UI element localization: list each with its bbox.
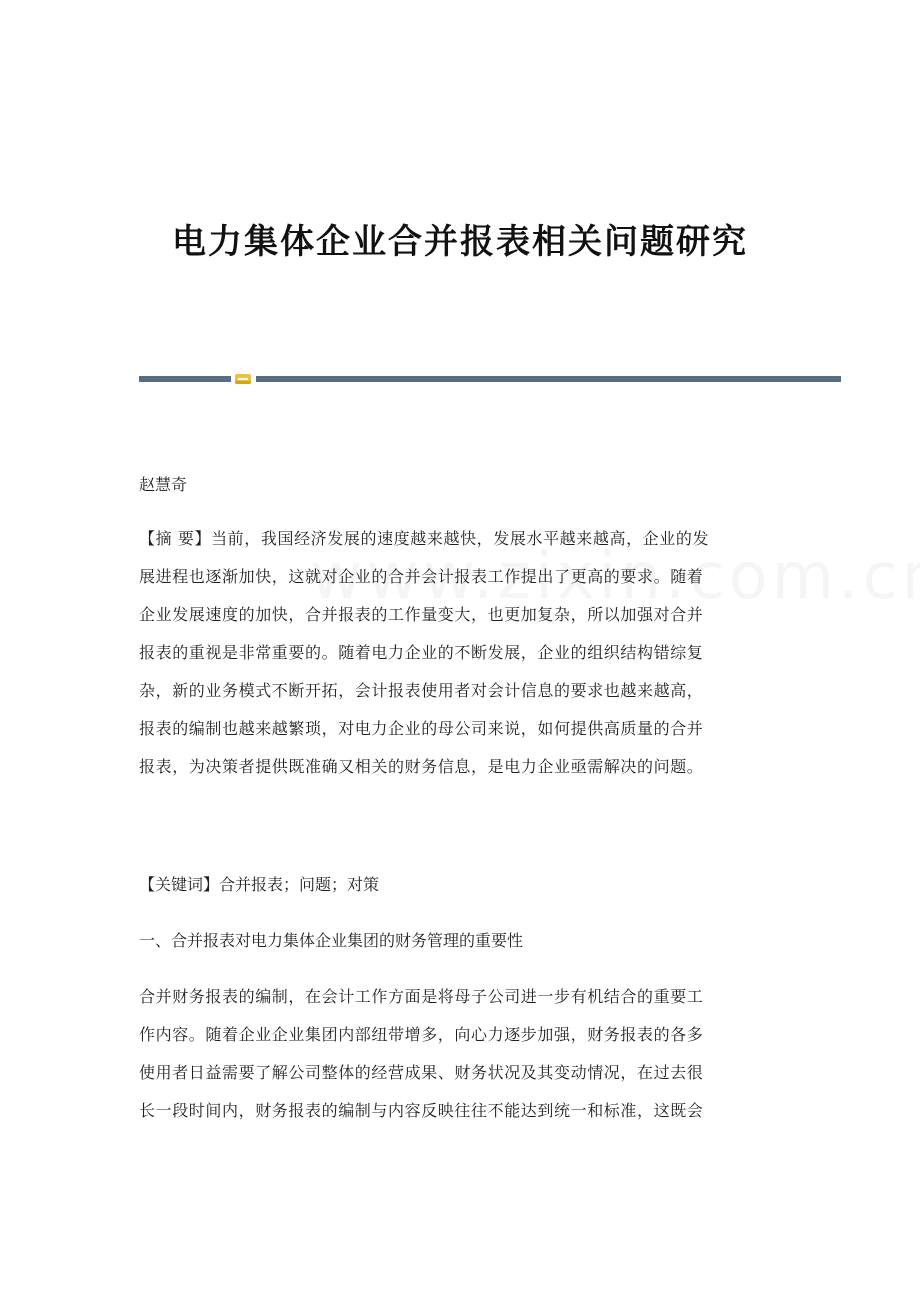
abstract-line: 展进程也逐渐加快，这就对企业的合并会计报表工作提出了更高的要求。随着 xyxy=(139,567,704,586)
body-paragraph xyxy=(139,978,781,1130)
divider-bar-right xyxy=(256,376,841,382)
abstract-line: 杂，新的业务模式不断开拓，会计报表使用者对会计信息的要求也越来越高， xyxy=(139,681,704,700)
abstract-line: 报表的重视是非常重要的。随着电力企业的不断发展，企业的组织结构错综复 xyxy=(139,643,704,662)
divider-bar-left xyxy=(139,376,231,382)
body-line: 长一段时间内，财务报表的编制与内容反映往往不能达到统一和标准，这既会 xyxy=(139,1101,704,1120)
keywords: 【关键词】合并报表；问题；对策 xyxy=(139,875,380,894)
abstract-line: 企业发展速度的加快，合并报表的工作量变大，也更加复杂，所以加强对合并 xyxy=(139,605,704,624)
section-heading: 一、合并报表对电力集体企业集团的财务管理的重要性 xyxy=(139,931,524,950)
abstract-line: 【摘 要】当前，我国经济发展的速度越来越快，发展水平越来越高，企业的发 xyxy=(139,529,710,548)
body-line: 作内容。随着企业企业集团内部纽带增多，向心力逐步加强，财务报表的各多 xyxy=(139,1025,704,1044)
abstract-line: 报表，为决策者提供既准确又相关的财务信息，是电力企业亟需解决的问题。 xyxy=(139,757,704,776)
author: 赵慧奇 xyxy=(139,475,188,494)
title-divider xyxy=(139,374,841,384)
page-title: 电力集体企业合并报表相关问题研究 xyxy=(172,222,748,262)
abstract xyxy=(139,520,781,786)
body-line: 使用者日益需要了解公司整体的经营成果、财务状况及其变动情况，在过去很 xyxy=(139,1063,704,1082)
abstract-line: 报表的编制也越来越繁琐，对电力企业的母公司来说，如何提供高质量的合并 xyxy=(139,719,704,738)
body-line: 合并财务报表的编制，在会计工作方面是将母子公司进一步有机结合的重要工 xyxy=(139,987,704,1006)
divider-ornament-icon xyxy=(235,374,251,384)
